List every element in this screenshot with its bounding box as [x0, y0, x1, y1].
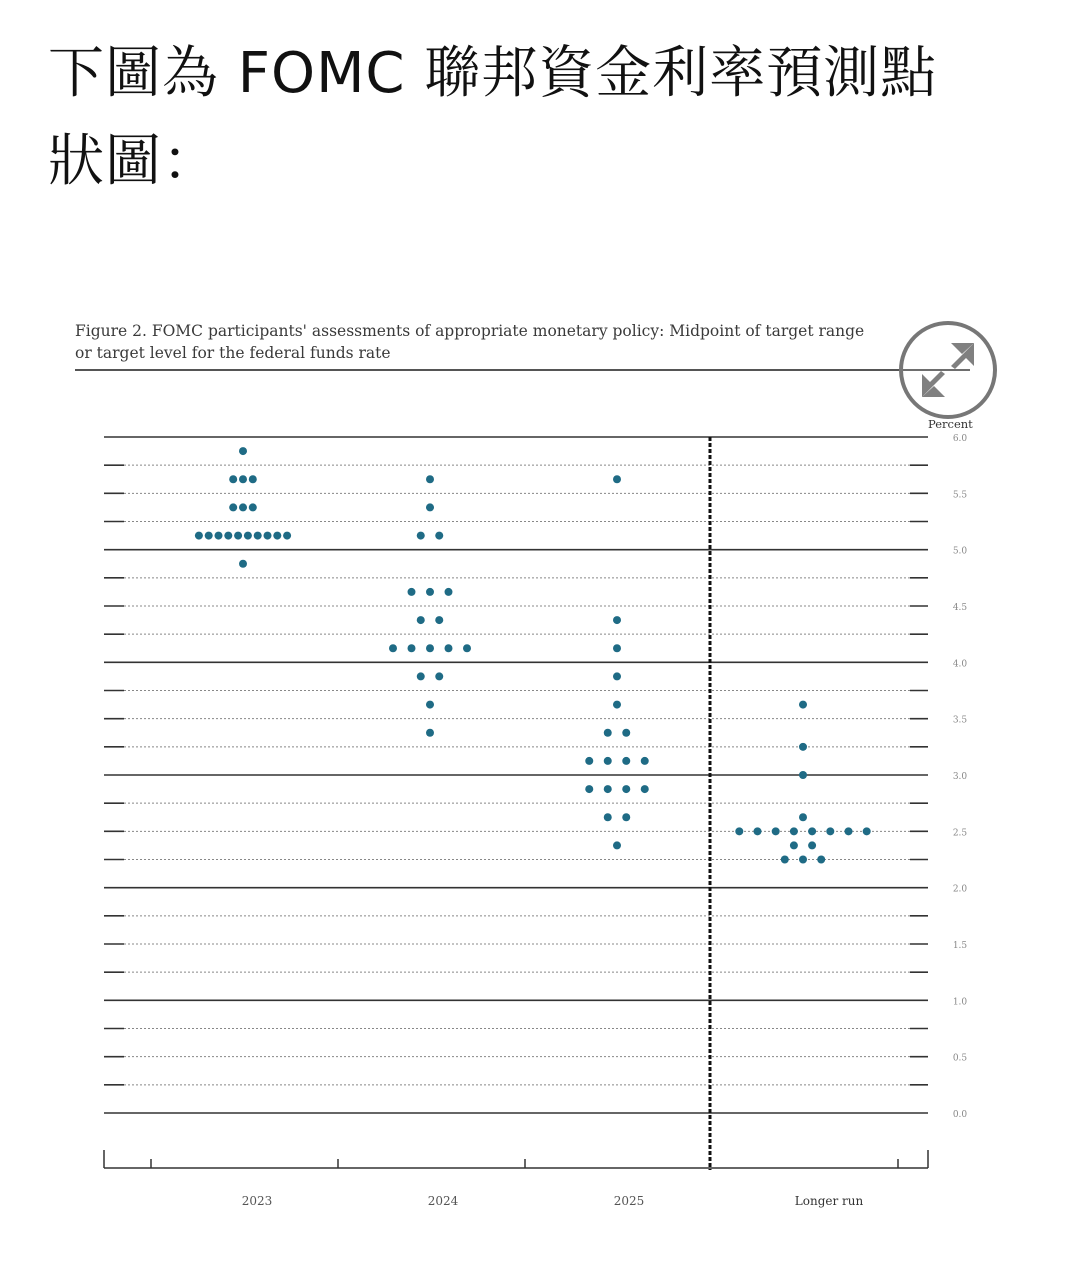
y-tick-label: 2.0 — [952, 884, 968, 895]
dot-marker — [790, 841, 798, 849]
dot-marker — [417, 616, 425, 624]
figure-caption-line-2: or target level for the federal funds rate — [75, 344, 391, 362]
dot-marker — [817, 856, 825, 864]
dot-marker — [604, 785, 612, 793]
dot-marker — [426, 588, 434, 596]
dot-marker — [641, 785, 649, 793]
dot-marker — [408, 644, 416, 652]
y-tick-label: 2.5 — [952, 828, 968, 839]
dot-marker — [754, 827, 762, 835]
dot-marker — [613, 841, 621, 849]
dot-marker — [234, 532, 242, 540]
dot-marker — [808, 827, 816, 835]
dot-marker — [435, 672, 443, 680]
y-tick-label: 0.5 — [952, 1053, 968, 1064]
x-label-longer-run: Longer run — [794, 1194, 864, 1208]
figure-caption-line-1: Figure 2. FOMC participants' assessments of appropriate monetary policy: Midpoint of target range — [75, 322, 865, 340]
dot-marker — [215, 532, 223, 540]
heading-line-2: 狀圖： — [48, 129, 219, 194]
dot-marker — [845, 827, 853, 835]
dot-marker — [863, 827, 871, 835]
dot-marker — [229, 475, 237, 483]
y-tick-label: 5.5 — [952, 490, 968, 501]
x-label-2023: 2023 — [241, 1194, 273, 1208]
x-label-2024: 2024 — [427, 1194, 459, 1208]
dot-marker — [799, 856, 807, 864]
y-axis-tick-labels — [953, 434, 968, 1120]
dot-marker — [799, 743, 807, 751]
dot-marker — [585, 785, 593, 793]
dot-marker — [239, 503, 247, 511]
dot-marker — [408, 588, 416, 596]
dot-marker — [613, 644, 621, 652]
dot-marker — [622, 785, 630, 793]
dot-marker — [613, 701, 621, 709]
dot-marker — [808, 841, 816, 849]
dot-marker — [254, 532, 262, 540]
x-axis — [104, 1150, 928, 1168]
dot-marker — [622, 729, 630, 737]
x-axis-category-labels — [242, 1194, 864, 1208]
x-label-2025: 2025 — [613, 1194, 645, 1208]
dot-marker — [585, 757, 593, 765]
dot-marker — [613, 672, 621, 680]
y-tick-label: 5.0 — [952, 546, 968, 557]
dot-marker — [735, 827, 743, 835]
dot-marker — [426, 475, 434, 483]
y-tick-label: 0.0 — [952, 1110, 968, 1120]
dot-marker — [426, 503, 434, 511]
dot-marker — [229, 503, 237, 511]
dot-marker — [622, 757, 630, 765]
heading-line-1: 下圖為 FOMC 聯邦資金利率預測點 — [48, 41, 938, 106]
dot-marker — [426, 701, 434, 709]
expand-arrows-icon[interactable] — [901, 323, 995, 417]
page-heading — [48, 30, 1028, 206]
dot-marker — [417, 532, 425, 540]
y-tick-label: 6.0 — [952, 434, 968, 444]
dot-markers — [195, 447, 871, 863]
dot-marker — [826, 827, 834, 835]
y-tick-label: 3.0 — [952, 772, 968, 782]
dot-marker — [641, 757, 649, 765]
y-tick-label: 3.5 — [952, 715, 968, 726]
dot-marker — [239, 560, 247, 568]
dot-marker — [249, 475, 257, 483]
dot-marker — [445, 644, 453, 652]
dot-plot-chart — [0, 300, 1072, 1240]
dot-marker — [799, 771, 807, 779]
dot-marker — [604, 757, 612, 765]
dot-marker — [426, 729, 434, 737]
y-axis-label: Percent — [928, 417, 973, 431]
y-tick-label: 4.0 — [952, 659, 968, 670]
dot-marker — [435, 616, 443, 624]
dot-marker — [445, 588, 453, 596]
dot-marker — [264, 532, 272, 540]
dot-marker — [389, 644, 397, 652]
dot-marker — [239, 475, 247, 483]
dot-marker — [799, 701, 807, 709]
y-tick-label: 1.5 — [952, 941, 968, 951]
y-tick-label: 4.5 — [952, 603, 968, 613]
dot-marker — [604, 729, 612, 737]
dot-marker — [224, 532, 232, 540]
dot-marker — [249, 503, 257, 511]
dot-marker — [799, 813, 807, 821]
dot-marker — [273, 532, 281, 540]
dot-marker — [781, 856, 789, 864]
dot-marker — [283, 532, 291, 540]
y-tick-label: 1.0 — [952, 997, 968, 1008]
dot-marker — [205, 532, 213, 540]
dot-marker — [195, 532, 203, 540]
dot-marker — [426, 644, 434, 652]
dot-marker — [604, 813, 612, 821]
dot-marker — [435, 532, 443, 540]
dot-marker — [463, 644, 471, 652]
dot-marker — [613, 475, 621, 483]
dot-marker — [772, 827, 780, 835]
dot-marker — [244, 532, 252, 540]
dot-marker — [790, 827, 798, 835]
dot-marker — [239, 447, 247, 455]
dot-marker — [613, 616, 621, 624]
dot-marker — [417, 672, 425, 680]
dot-marker — [622, 813, 630, 821]
